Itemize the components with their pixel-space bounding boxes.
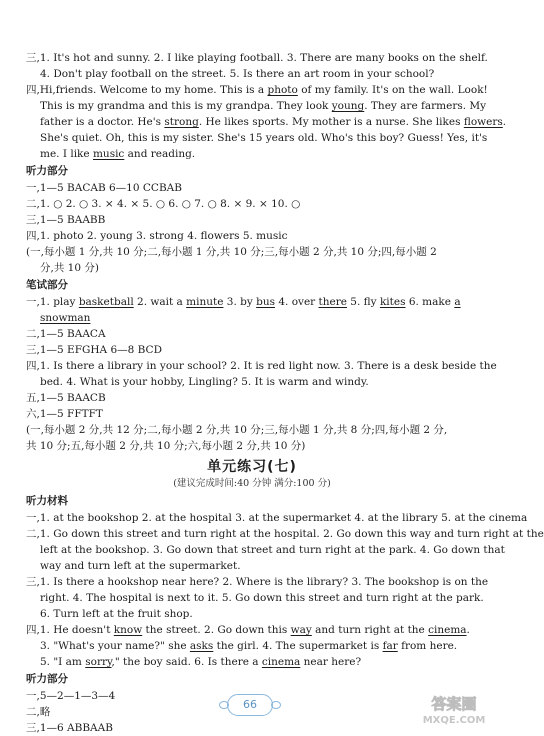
answer-underlined: strong [164,116,199,128]
text-line [26,310,478,326]
text-line [26,574,489,590]
line-text: 四,1. He doesn't [26,624,114,636]
line-text: 一,1. play [26,296,79,308]
line-text: . They are farmers. My [364,100,487,112]
line-text: 二,1. Go down this street and turn right at the hospital. 2. Go down this way and turn right at the [26,528,544,540]
unit-subtitle: (建议完成时间:40 分钟 满分:100 分) [173,478,331,489]
line-text: from here. [397,640,458,652]
section-heading-listening: 听力部分 [26,165,68,177]
line-text: 共 10 分;五,每小题 2 分,共 10 分;六,每小题 2 分,共 10 分) [26,440,306,452]
watermark-url: MXQE.COM [422,715,486,726]
line-text: 6. make [405,296,455,308]
text-line [26,638,478,654]
answer-underlined: flowers [463,116,503,128]
text-line [26,294,478,310]
answer-underlined: cinema [261,656,301,668]
answer-underlined: sorry [85,656,112,668]
text-line [26,358,497,374]
text-line [26,558,478,574]
text-line [26,146,478,162]
unit-title: 单元练习(七) [207,459,297,475]
text-line [26,82,488,98]
line-text: 四,1. Is there a library in your school? 2. It is red light now. 3. There is a desk beside the [26,360,497,372]
line-text: She's quiet. Oh, this is my sister. She's 15 years old. Who's this boy? Guess! Yes, it's [40,132,488,144]
section-heading-written: 笔试部分 [26,279,68,291]
answer-underlined: asks [189,640,214,652]
page-number: 66 [227,694,273,716]
line-text: 一,1—5 BACAB 6—10 CCBAB [26,182,182,194]
answer-underlined: way [290,624,312,636]
block-listening [26,180,478,276]
line-text: 5. fly [346,296,380,308]
line-text: 五,1—5 BAACB [26,392,106,404]
answer-underlined: basketball [78,296,134,308]
answer-underlined: a [454,296,461,308]
line-text: 一,5—2—1—3—4 [26,690,116,702]
line-text: 二,1—5 BAACA [26,328,106,340]
answer-underlined: know [113,624,143,636]
block-material [26,510,544,670]
line-text: way and turn left at the supermarket. [40,560,241,572]
answer-page [26,50,544,736]
text-line [26,422,478,438]
line-text: 分,共 10 分) [40,262,99,274]
text-line [26,622,478,638]
answer-underlined: bus [256,296,275,308]
answer-underlined: music [92,148,125,160]
line-text: 6. Turn left at the fruit shop. [40,608,193,620]
line-text: 5. "I am [40,656,86,668]
line-text: (一,每小题 2 分,共 12 分;二,每小题 2 分,共 10 分;三,每小题 1 分,共 8 分;四,每小题 2 分, [26,424,448,436]
line-text: 3. by [223,296,257,308]
line-text: 4. Don't play football on the street. 5. Is there an art room in your school? [40,68,435,80]
line-text: 3. "What's your name?" she [40,640,190,652]
answer-underlined: cinema [428,624,467,636]
line-text: 二,1. ○ 2. ○ 3. × 4. × 5. ○ 6. ○ 7. ○ 8. × 9. × 10. ○ [26,198,301,210]
line-text: right. 4. The hospital is next to it. 5. Go down this street and turn right at the park. [40,592,484,604]
text-line [26,130,488,146]
answer-underlined: there [318,296,347,308]
answer-underlined: young [331,100,365,112]
text-line [26,510,528,526]
text-line [26,374,478,390]
answer-underlined: minute [186,296,224,308]
line-text: of my family. It's on the wall. Look! [297,84,488,96]
line-text: 4. over [275,296,319,308]
watermark-text: 答案圈 [431,695,477,713]
line-text: 三,1. It's hot and sunny. 2. I like playing football. 3. There are many books on the shelf. [26,52,488,64]
line-text: This is my grandma and this is my grandpa. They look [40,100,332,112]
line-text: the girl. 4. The supermarket is [213,640,383,652]
text-line [26,244,478,260]
line-text: 2. wait a [133,296,187,308]
block-top [26,50,507,162]
line-text: near here? [300,656,362,668]
text-line [26,196,478,212]
text-line [26,212,478,228]
line-text: . He likes sports. My mother is a nurse. She likes [198,116,464,128]
text-line [26,260,478,276]
line-text: 三,1. Is there a hookshop near here? 2. Where is the library? 3. The bookshop is on the [26,576,489,588]
text-line [26,390,478,406]
line-text: 三,1—5 BAABB [26,214,106,226]
answer-underlined: kites [379,296,406,308]
text-line [26,406,478,422]
text-line [26,114,507,130]
line-text: 六,1—5 FFTFT [26,408,103,420]
line-text: . [466,624,470,636]
line-text: father is a doctor. He's [40,116,165,128]
block-written [26,294,497,454]
text-line [26,180,478,196]
line-text: 四,1. photo 2. young 3. strong 4. flowers 5. music [26,230,288,242]
line-text: left at the bookshop. 3. Go down that street and turn right at the park. 4. Go down that [40,544,505,556]
answer-underlined: snowman [40,312,91,324]
section-heading-listening-2: 听力部分 [26,673,68,685]
text-line [26,526,544,542]
line-text: (一,每小题 1 分,共 10 分;二,每小题 1 分,共 10 分;三,每小题 2 分,共 10 分;四,每小题 2 [26,246,437,258]
text-line [26,654,478,670]
line-text: and turn right at the [311,624,429,636]
text-line [26,50,488,66]
line-text: ," the boy said. 6. Is there a [111,656,262,668]
line-text: 一,1. at the bookshop 2. at the hospital 3. at the supermarket 4. at the library 5. at the cinema [26,512,528,524]
line-text: the street. 2. Go down this [142,624,291,636]
watermark-logo [416,692,492,728]
text-line [26,606,478,622]
line-text: 三,1—5 EFGHA 6—8 BCD [26,344,163,356]
line-text: . [502,116,507,128]
answer-underlined: far [382,640,398,652]
answer-underlined: photo [267,84,298,96]
section-heading-material: 听力材料 [26,495,68,507]
line-text: 四,Hi,friends. Welcome to my home. This is a [26,84,268,96]
text-line [26,228,478,244]
text-line [26,98,487,114]
line-text: bed. 4. What is your hobby, Lingling? 5. It is warm and windy. [40,376,369,388]
line-text: me. I like [40,148,93,160]
text-line [26,342,478,358]
line-text: 二,略 [26,706,51,718]
line-text: and reading. [124,148,196,160]
text-line [26,542,505,558]
text-line [26,720,478,736]
text-line [26,66,478,82]
text-line [26,438,478,454]
text-line [26,326,478,342]
line-text: 三,1—6 ABBAAB [26,722,113,734]
text-line [26,590,484,606]
